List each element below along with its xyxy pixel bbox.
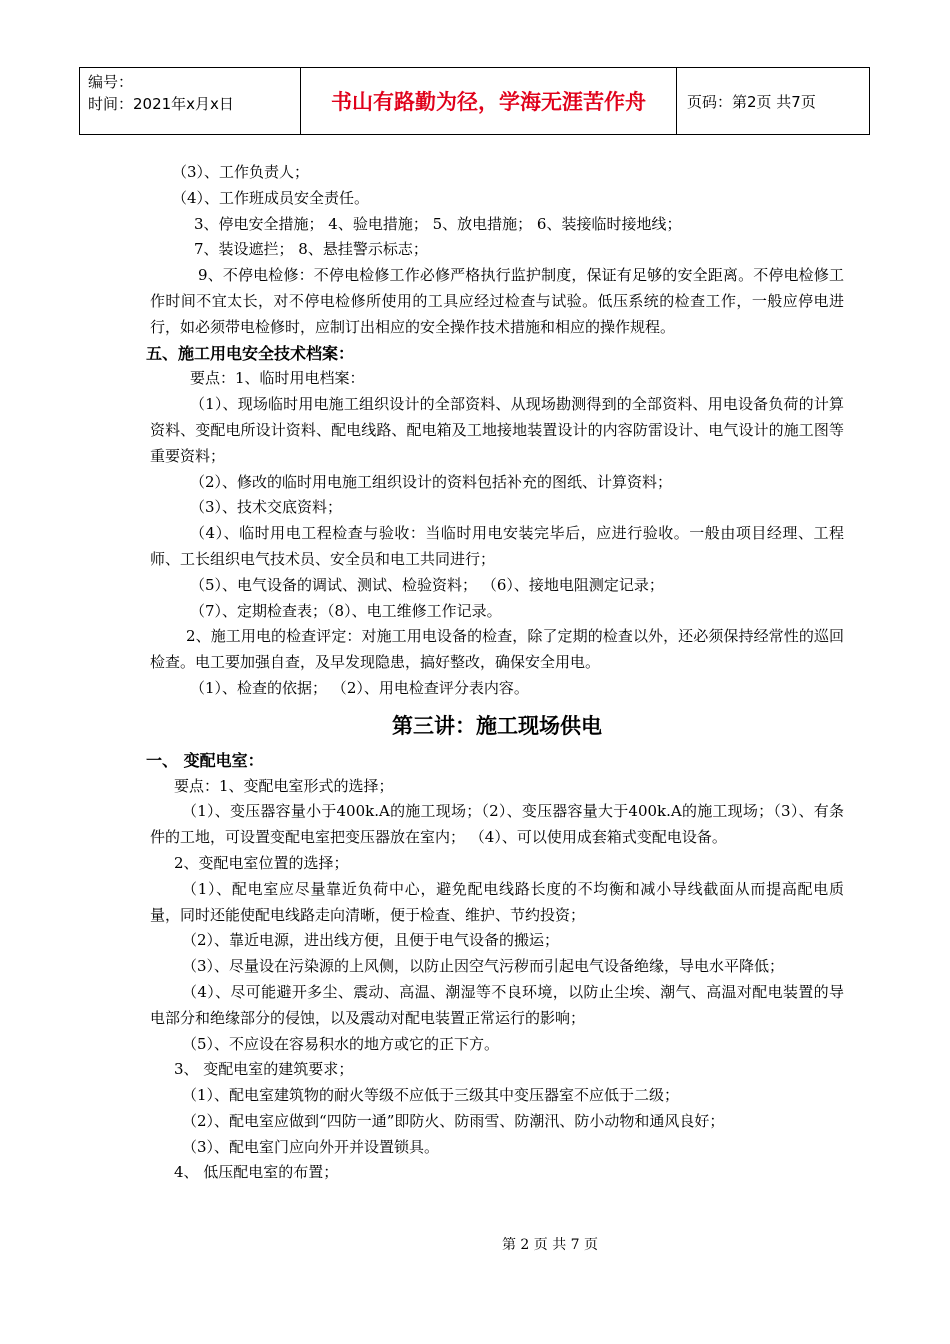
header-table bbox=[79, 67, 870, 135]
text-line: （4）、工作班成员安全责任。 bbox=[172, 188, 370, 207]
section-heading: 五、施工用电安全技术档案： bbox=[146, 343, 355, 363]
text-line: （1）、配电室建筑物的耐火等级不应低于三级其中变压器室不应低于二级； bbox=[182, 1086, 680, 1105]
paragraph: （4）、尽可能避开多尘、震动、高温、潮湿等不良环境，以防止尘埃、潮气、高温对配电装置的导电部分和绝缘部分的侵蚀，以及震动对配电装置正常运行的影响； bbox=[150, 982, 844, 1027]
paragraph: （1）、现场临时用电施工组织设计的全部资料、从现场勘测得到的全部资料、用电设备负荷的计算资料、变配电所设计资料、配电线路、配电箱及工地接地装置设计的内容防雷设计、电气设计的施工图等重要资料； bbox=[150, 395, 844, 465]
text-line: 3、 变配电室的建筑要求； bbox=[174, 1060, 354, 1079]
document-body bbox=[146, 160, 844, 1186]
text-line: （3）、技术交底资料； bbox=[190, 498, 343, 517]
text-line: （7）、定期检查表；（8）、电工维修工作记录。 bbox=[190, 601, 502, 620]
text-line: 要点：1、变配电室形式的选择； bbox=[174, 776, 394, 795]
section-heading: 一、 变配电室： bbox=[146, 750, 264, 770]
text-line: 4、 低压配电室的布置； bbox=[174, 1163, 339, 1182]
footer-page-number: 第 2 页 共 7 页 bbox=[501, 1237, 599, 1253]
text-line: （2）、修改的临时用电施工组织设计的资料包括补充的图纸、计算资料； bbox=[190, 472, 673, 491]
page-label: 页码：第2页 共7页 bbox=[687, 92, 816, 111]
paragraph: 2、施工用电的检查评定：对施工用电设备的检查，除了定期的检查以外，还必须保持经常性的巡回检查。电工要加强自查，及早发现隐患，搞好整改，确保安全用电。 bbox=[150, 627, 844, 672]
text-line: 7、装设遮拦； 8、悬挂警示标志； bbox=[194, 240, 428, 259]
time-label: 时间：2021年x月x日 bbox=[88, 95, 234, 113]
text-line: 2、变配电室位置的选择； bbox=[174, 853, 349, 872]
text-line: （3）、工作负责人； bbox=[172, 163, 310, 181]
text-line: 要点：1、临时用电档案： bbox=[190, 369, 365, 388]
lecture-title: 第三讲：施工现场供电 bbox=[392, 713, 602, 738]
header-left-cell bbox=[80, 68, 301, 134]
text-line: （5）、电气设备的调试、测试、检验资料； （6）、接地电阻测定记录； bbox=[190, 575, 664, 594]
text-line: （2）、配电室应做到“四防一通”即防火、防雨雪、防潮汛、防小动物和通风良好； bbox=[182, 1111, 725, 1130]
text-line: 3、停电安全措施； 4、验电措施； 5、放电措施； 6、装接临时接地线； bbox=[194, 214, 682, 233]
text-line: （3）、配电室门应向外开并设置锁具。 bbox=[182, 1137, 440, 1156]
paragraph: （3）、尽量设在污染源的上风侧，以防止因空气污秽而引起电气设备绝缘，导电水平降低； bbox=[182, 957, 785, 976]
motto: 书山有路勤为径，学海无涯苦作舟 bbox=[301, 68, 677, 134]
text-line: （2）、靠近电源，进出线方便，且便于电气设备的搬运； bbox=[182, 931, 560, 950]
text-line: （1）、检查的依据； （2）、用电检查评分表内容。 bbox=[190, 678, 529, 697]
text-line: （5）、不应设在容易积水的地方或它的正下方。 bbox=[182, 1034, 500, 1053]
paragraph: 9、不停电检修：不停电检修工作必修严格执行监护制度，保证有足够的安全距离。不停电检修工作时间不宜太长，对不停电检修所使用的工具应经过检查与试验。低压系统的检查工作，一般应停电进行，如必须带电检修时，应制订出相应的安全操作技术措施和相应的操作规程。 bbox=[150, 266, 844, 336]
paragraph: （1）、配电室应尽量靠近负荷中心，避免配电线路长度的不均衡和减小导线截面从而提高配电质量，同时还能使配电线路走向清晰，便于检查、维护、节约投资； bbox=[150, 879, 844, 924]
number-label: 编号： bbox=[88, 73, 134, 91]
page-footer bbox=[0, 1234, 950, 1254]
paragraph: （1）、变压器容量小于400k.A的施工现场；（2）、变压器容量大于400k.A的施工现场；（3）、有条件的工地，可设置变配电室把变压器放在室内； （4）、可以使用成套箱式变配电设备。 bbox=[150, 802, 844, 847]
paragraph: （4）、临时用电工程检查与验收：当临时用电安装完毕后，应进行验收。一般由项目经理、工程师、工长组织电气技术员、安全员和电工共同进行； bbox=[150, 524, 844, 568]
